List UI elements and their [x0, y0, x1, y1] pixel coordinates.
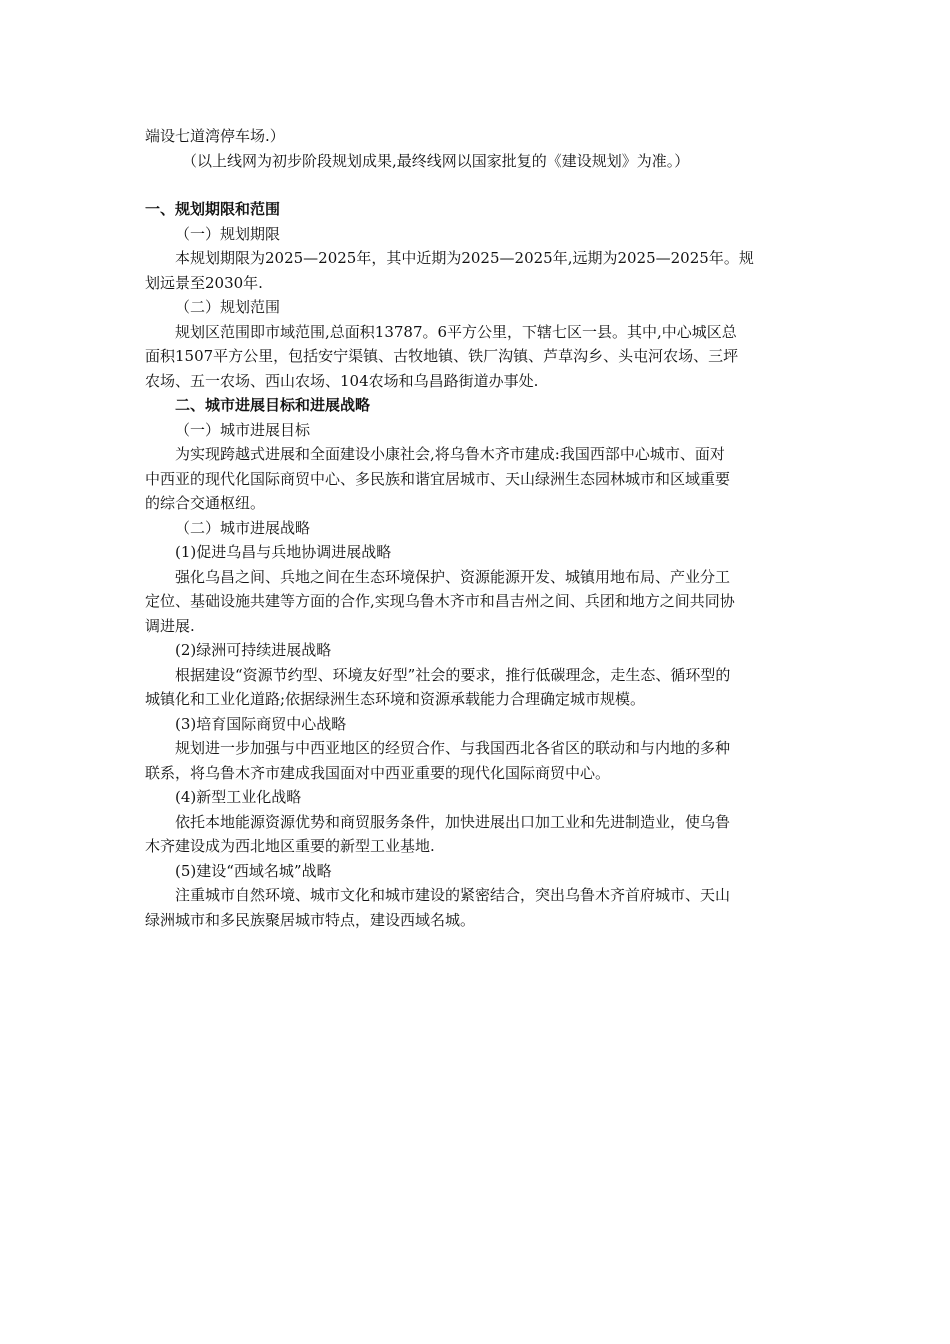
subsection-heading: （一）城市进展目标: [175, 420, 311, 439]
paragraph-line: 规划进一步加强与中西亚地区的经贸合作、与我国西北各省区的联动和与内地的多种: [175, 739, 731, 757]
paragraph-line: 农场、五一农场、西山农场、104农场和乌昌路街道办事处.: [145, 371, 539, 390]
paragraph-line: 的综合交通枢纽。: [145, 494, 266, 512]
paragraph-line: 面积1507平方公里，包括安宁渠镇、古牧地镇、铁厂沟镇、芦草沟乡、头屯河农场、三坪: [145, 347, 739, 365]
paragraph-line: 划远景至2030年.: [145, 273, 263, 292]
document-body: [145, 124, 809, 932]
paragraph-line: 调进展.: [145, 616, 195, 635]
paragraph-line: 强化乌昌之间、兵地之间在生态环境保护、资源能源开发、城镇用地布局、产业分工: [175, 567, 731, 586]
strategy-heading: (1)促进乌昌与兵地协调进展战略: [175, 543, 392, 561]
section-heading-2: 二、城市进展目标和进展战略: [175, 396, 371, 414]
strategy-heading: (4)新型工业化战略: [175, 788, 302, 806]
paragraph-line: 根据建设“资源节约型、环境友好型”社会的要求，推行低碳理念，走生态、循环型的: [175, 665, 731, 684]
paragraph-line: 联系，将乌鲁木齐市建成我国面对中西亚重要的现代化国际商贸中心。: [145, 763, 611, 782]
paragraph-line: 木齐建设成为西北地区重要的新型工业基地.: [145, 837, 435, 855]
strategy-heading: (5)建设“西域名城”战略: [175, 861, 332, 880]
section-heading-1: 一、规划期限和范围: [145, 200, 281, 218]
strategy-heading: (2)绿洲可持续进展战略: [175, 641, 332, 659]
paragraph-line: 依托本地能源资源优势和商贸服务条件，加快进展出口加工业和先进制造业，使乌鲁: [175, 812, 731, 831]
text-line: 端设七道湾停车场.）: [145, 127, 285, 145]
paragraph-line: 城镇化和工业化道路;依据绿洲生态环境和资源承载能力合理确定城市规模。: [145, 690, 646, 708]
paragraph-spacer: [145, 173, 809, 197]
subsection-heading: （一）规划期限: [175, 224, 281, 243]
paragraph-line: 注重城市自然环境、城市文化和城市建设的紧密结合，突出乌鲁木齐首府城市、天山: [175, 886, 731, 904]
paragraph-line: 绿洲城市和多民族聚居城市特点，建设西域名城。: [145, 910, 476, 929]
note-line: （以上线网为初步阶段规划成果,最终线网以国家批复的《建设规划》为准。）: [182, 151, 690, 170]
subsection-heading: （二）城市进展战略: [175, 518, 311, 537]
paragraph-line: 定位、基础设施共建等方面的合作,实现乌鲁木齐市和昌吉州之间、兵团和地方之间共同协: [145, 592, 735, 610]
paragraph-line: 规划区范围即市域范围,总面积13787。6平方公里，下辖七区一县。其中,中心城区总: [175, 322, 737, 341]
paragraph-line: 为实现跨越式进展和全面建设小康社会,将乌鲁木齐市建成:我国西部中心城市、面对: [175, 445, 725, 463]
strategy-heading: (3)培育国际商贸中心战略: [175, 714, 347, 733]
paragraph-line: 本规划期限为2025—2025年，其中近期为2025—2025年,远期为2025—2025年。规: [175, 249, 754, 267]
subsection-heading: （二）规划范围: [175, 298, 281, 316]
paragraph-line: 中西亚的现代化国际商贸中心、多民族和谐宜居城市、天山绿洲生态园林城市和区域重要: [145, 469, 731, 488]
